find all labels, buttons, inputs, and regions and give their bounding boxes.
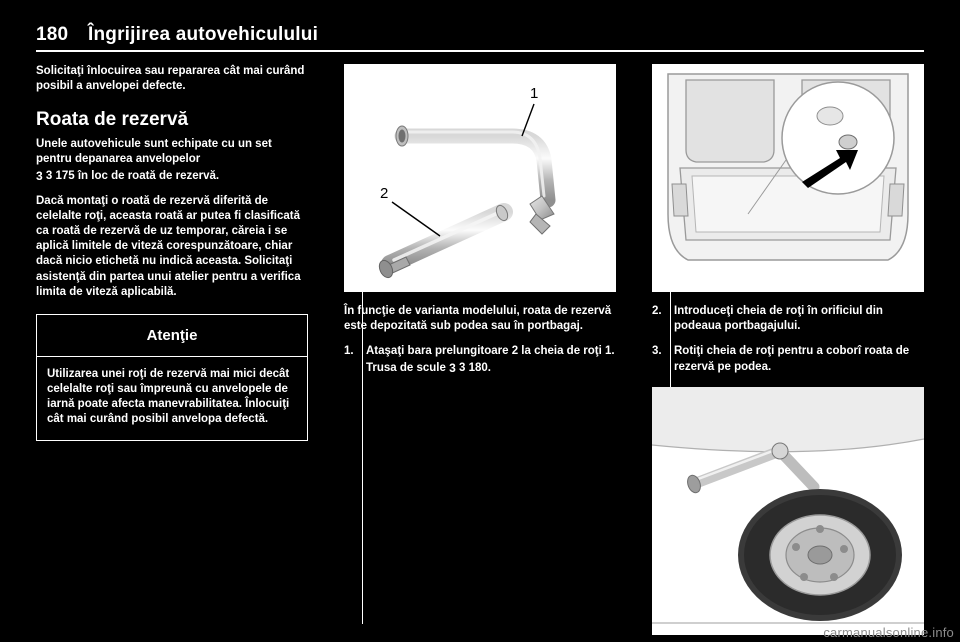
step-2-text: Introduceţi cheia de roţi în orificiul din podeaua portbagajului.	[674, 305, 883, 333]
figure-trunk-access-hole	[652, 64, 924, 292]
watermark: carmanualsonline.info	[823, 625, 954, 640]
column-1	[36, 64, 308, 624]
page-header	[36, 24, 924, 52]
column-2	[344, 64, 616, 624]
step-1-text	[366, 344, 616, 375]
cross-reference-180-text: 3 180.	[459, 361, 491, 374]
figure-wheel-wrench-extension	[344, 64, 616, 292]
step-item-2	[652, 304, 924, 334]
svg-text:2: 2	[380, 185, 389, 202]
page-number: 180	[36, 24, 69, 45]
callout-2	[380, 185, 440, 236]
step-3-number: 3.	[652, 345, 662, 358]
notice-body	[37, 357, 307, 440]
book-reference-icon: 3	[36, 168, 43, 183]
step-3-text: Rotiţi cheia de roţi pentru a coborî roata de rezervă pe podea.	[674, 345, 910, 373]
book-reference-icon: 3	[449, 360, 456, 375]
step-1-text-main: Ataşaţi bara prelungitoare 2 la cheia de roţi 1. Trusa de scule	[366, 345, 615, 374]
page-columns	[36, 64, 924, 624]
wheel-wrench-illustration	[344, 64, 616, 292]
cross-reference-175-text: 3 175 în loc de roată de rezervă.	[45, 169, 220, 182]
spare-tyre	[738, 489, 902, 621]
extension-bar	[377, 204, 510, 280]
section-title-spare-wheel: Roata de rezervă	[36, 109, 189, 131]
step-item-3	[652, 344, 924, 374]
notice-title: Atenţie	[37, 315, 307, 357]
notice-text: Utilizarea unei roţi de rezervă mai mici decât celelalte roţi sau împreună cu anvelopele de iarnă poate afecta manevrabilitatea. Înlocuiţi cât mai curând posibil anvelopa defectă.	[47, 367, 290, 426]
paragraph-tyre-repair-kit-text: Unele autovehicule sunt echipate cu un set pentru depanarea anvelopelor	[36, 138, 272, 166]
cross-reference-180	[449, 362, 491, 374]
step-1-number: 1.	[344, 345, 354, 358]
step-item-1	[344, 344, 616, 375]
paragraph-spare-location: În funcţie de varianta modelului, roata de rezervă este depozitată sub podea sau în portbagaj.	[344, 305, 612, 333]
paragraph-tyre-repair-kit	[36, 137, 308, 184]
paragraph-temporary-spare: Dacă montaţi o roată de rezervă diferită de celelalte roţi, aceasta roată ar putea fi clasificată ca roată de rezervă de uz temporar, căreia i se aplică limitele de viteză corespunzătoare, chiar dacă nicio etichetă nu indică aceasta. Solicitaţi asistenţă din partea unui atelier pentru a verifica limita de viteză aplicabilă.	[36, 194, 301, 298]
intro-paragraph: Solicitaţi înlocuirea sau repararea cât mai curând posibil a anvelopei defecte.	[36, 65, 305, 93]
header-divider	[36, 50, 924, 52]
notice-box	[36, 314, 308, 441]
trunk-floor-illustration	[652, 64, 924, 292]
page-title: Îngrijirea autovehiculului	[88, 24, 319, 45]
spare-wheel-illustration	[652, 387, 924, 635]
svg-text:1: 1	[530, 85, 539, 102]
figure-spare-wheel-lowered	[652, 387, 924, 635]
step-2-number: 2.	[652, 305, 662, 317]
column-3	[652, 64, 924, 624]
cross-reference-175	[36, 170, 219, 182]
callout-1	[522, 85, 538, 136]
